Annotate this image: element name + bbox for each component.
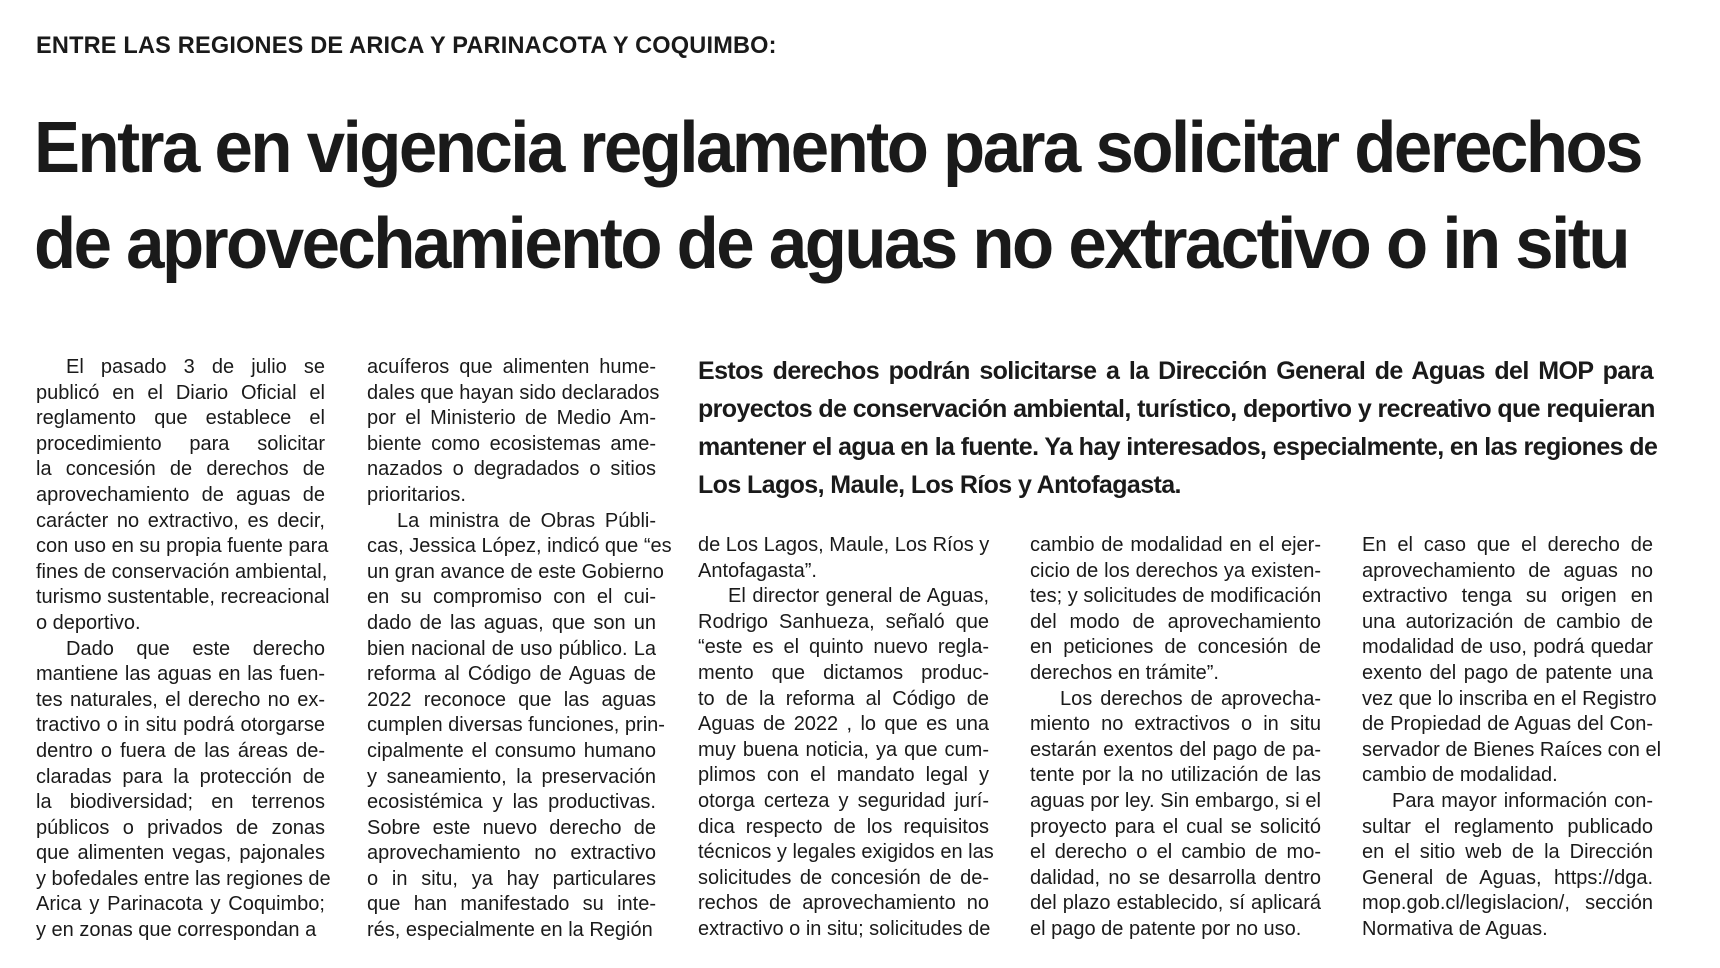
body-text-line: claradas para la protección de bbox=[36, 765, 325, 788]
kicker: ENTRE LAS REGIONES DE ARICA Y PARINACOTA Y COQUIMBO: bbox=[36, 32, 777, 59]
body-text-line: 2022 reconoce que las aguas bbox=[367, 688, 656, 711]
deck-line: mantener el agua en la fuente. Ya hay interesados, especialmente, en las regiones de bbox=[698, 433, 1658, 461]
body-text-line: en peticiones de concesión de bbox=[1030, 636, 1321, 659]
body-text-line: un gran avance de este Gobierno bbox=[367, 560, 664, 583]
body-text-line: del modo de aprovechamiento bbox=[1030, 610, 1321, 633]
body-text-line: técnicos y legales exigidos en las bbox=[698, 841, 994, 864]
body-text-line: aprovechamiento de aguas de bbox=[36, 483, 325, 506]
body-text-line: Sobre este nuevo derecho de bbox=[367, 816, 656, 839]
body-text-line: El director general de Aguas, bbox=[728, 585, 989, 608]
body-text-line: el pago de patente por no uso. bbox=[1030, 917, 1302, 940]
body-text-line: “este es el quinto nuevo regla- bbox=[698, 636, 989, 659]
body-text-line: otorga certeza y seguridad jurí- bbox=[698, 789, 989, 812]
body-column-4 bbox=[1030, 533, 1321, 943]
body-text-line: turismo sustentable, recreacional bbox=[36, 586, 330, 609]
body-text-line: Rodrigo Sanhueza, señaló que bbox=[698, 610, 989, 633]
body-text-line: solicitudes de concesión de de- bbox=[698, 866, 989, 889]
body-text-line: el derecho o el cambio de mo- bbox=[1030, 841, 1321, 864]
body-text-line: con uso en su propia fuente para bbox=[36, 535, 329, 558]
body-column-3 bbox=[698, 533, 994, 943]
body-text-line: tente por la no utilización de las bbox=[1030, 764, 1321, 787]
body-text-line: Los derechos de aprovecha- bbox=[1060, 687, 1321, 710]
body-text-line: estarán exentos del pago de pa- bbox=[1030, 738, 1321, 761]
body-text-line: bien nacional de uso público. La bbox=[367, 637, 656, 660]
body-text-line: Antofagasta”. bbox=[698, 559, 817, 582]
body-text-line: aprovechamiento no extractivo bbox=[367, 842, 656, 865]
body-text-line: que han manifestado su inte- bbox=[367, 893, 656, 916]
body-text-line: acuíferos que alimenten hume- bbox=[367, 356, 656, 378]
body-text-line: biente como ecosistemas ame- bbox=[367, 432, 656, 455]
headline-line: Entra en vigencia reglamento para solicitar derechos bbox=[34, 108, 1642, 188]
body-text-line: o in situ, ya hay particulares bbox=[367, 867, 656, 890]
body-text-line: reglamento que establece el bbox=[36, 407, 325, 430]
body-text-line: de Los Lagos, Maule, Los Ríos y bbox=[698, 534, 990, 556]
body-text-line: una autorización de cambio de bbox=[1362, 610, 1653, 633]
deck-line: proyectos de conservación ambiental, turístico, deportivo y recreativo que requieran bbox=[698, 395, 1655, 423]
body-text-line: por el Ministerio de Medio Am- bbox=[367, 407, 656, 430]
body-text-line: la biodiversidad; en terrenos bbox=[36, 791, 325, 814]
body-text-line: nazados o degradados o sitios bbox=[367, 458, 656, 481]
body-text-line: mop.gob.cl/legislacion/, sección bbox=[1362, 892, 1653, 915]
body-text-line: dentro o fuera de las áreas de- bbox=[36, 739, 325, 762]
body-text-line: rechos de aprovechamiento no bbox=[698, 892, 989, 915]
body-text-line: Normativa de Aguas. bbox=[1362, 917, 1548, 940]
body-text-line: extractivo tenga su origen en bbox=[1362, 585, 1653, 608]
body-text-line: aprovechamiento de aguas no bbox=[1362, 559, 1653, 582]
body-text-line: modalidad de uso, podrá quedar bbox=[1362, 636, 1653, 659]
body-text-line: En el caso que el derecho de bbox=[1362, 534, 1653, 556]
body-text-line: fines de conservación ambiental, bbox=[36, 560, 328, 583]
headline-line: de aprovechamiento de aguas no extractivo o in situ bbox=[34, 204, 1628, 284]
body-text-line: sultar el reglamento publicado bbox=[1362, 815, 1653, 838]
body-text-line: ecosistémica y las productivas. bbox=[367, 791, 656, 814]
body-text-line: mantiene las aguas en las fuen- bbox=[36, 663, 325, 686]
body-text-line: tractivo o in situ podrá otorgarse bbox=[36, 714, 325, 737]
body-text-line: aguas por ley. Sin embargo, si el bbox=[1030, 789, 1321, 812]
body-text-line: Arica y Parinacota y Coquimbo; bbox=[36, 893, 325, 916]
body-text-line: derechos en trámite”. bbox=[1030, 661, 1219, 684]
body-text-line: del plazo establecido, sí aplicará bbox=[1030, 892, 1321, 915]
body-text-line: publicó en el Diario Oficial el bbox=[36, 381, 325, 404]
body-text-line: carácter no extractivo, es decir, bbox=[36, 509, 325, 532]
body-text-line: to de la reforma al Código de bbox=[698, 687, 989, 710]
body-text-line: proyecto para el cual se solicitó bbox=[1030, 815, 1321, 838]
body-text-line: en el sitio web de la Dirección bbox=[1362, 841, 1653, 864]
body-text-line: Dado que este derecho bbox=[66, 637, 325, 660]
body-text-line: miento no extractivos o in situ bbox=[1030, 713, 1321, 736]
body-text-line: o deportivo. bbox=[36, 611, 141, 634]
body-text-line: servador de Bienes Raíces con el bbox=[1362, 738, 1662, 761]
body-text-line: la concesión de derechos de bbox=[36, 458, 325, 481]
body-text-line: cicio de los derechos ya existen- bbox=[1030, 559, 1321, 582]
body-text-line: General de Aguas, https://dga. bbox=[1362, 866, 1653, 889]
body-text-line: tes naturales, el derecho no ex- bbox=[36, 688, 325, 711]
body-text-line: públicos o privados de zonas bbox=[36, 816, 325, 839]
body-text-line: dales que hayan sido declarados bbox=[367, 381, 660, 404]
body-text-line: y saneamiento, la preservación bbox=[367, 765, 656, 788]
body-column-2 bbox=[367, 355, 672, 944]
body-text-line: mento que dictamos produc- bbox=[698, 661, 989, 684]
body-text-line: vez que lo inscriba en el Registro bbox=[1362, 687, 1657, 710]
body-text-line: dalidad, no se desarrolla dentro bbox=[1030, 866, 1321, 889]
body-text-line: dado de las aguas, que son un bbox=[367, 611, 656, 634]
body-text-line: Para mayor información con- bbox=[1392, 789, 1653, 812]
body-text-line: en su compromiso con el cui- bbox=[367, 586, 656, 609]
body-text-line: reforma al Código de Aguas de bbox=[367, 663, 656, 686]
deck bbox=[698, 352, 1658, 504]
body-text-line: rés, especialmente en la Región bbox=[367, 919, 653, 942]
deck-line: Los Lagos, Maule, Los Ríos y Antofagasta. bbox=[698, 471, 1181, 499]
body-column-5 bbox=[1362, 533, 1662, 943]
headline bbox=[34, 100, 1714, 292]
body-text-line: de Propiedad de Aguas del Con- bbox=[1362, 713, 1653, 736]
body-text-line: La ministra de Obras Públi- bbox=[397, 509, 656, 532]
body-text-line: y en zonas que correspondan a bbox=[36, 919, 317, 942]
body-text-line: muy buena noticia, ya que cum- bbox=[698, 738, 989, 761]
body-text-line: procedimiento para solicitar bbox=[36, 432, 325, 455]
body-text-line: Aguas de 2022 , lo que es una bbox=[698, 713, 989, 736]
body-text-line: plimos con el mandato legal y bbox=[698, 764, 989, 787]
body-text-line: cambio de modalidad. bbox=[1362, 764, 1558, 787]
body-text-line: tes; y solicitudes de modificación bbox=[1030, 585, 1322, 608]
body-text-line: que alimenten vegas, pajonales bbox=[36, 842, 325, 865]
body-text-line: cumplen diversas funciones, prin- bbox=[367, 714, 665, 737]
deck-line: Estos derechos podrán solicitarse a la Dirección General de Aguas del MOP para bbox=[698, 357, 1653, 385]
body-text-line: exento del pago de patente una bbox=[1362, 661, 1653, 684]
body-column-1 bbox=[36, 355, 331, 944]
body-text-line: dica respecto de los requisitos bbox=[698, 815, 989, 838]
body-text-line: cipalmente el consumo humano bbox=[367, 739, 656, 762]
body-text-line: El pasado 3 de julio se bbox=[66, 356, 325, 378]
body-text-line: extractivo o in situ; solicitudes de bbox=[698, 917, 991, 940]
body-text-line: prioritarios. bbox=[367, 483, 466, 506]
body-text-line: cambio de modalidad en el ejer- bbox=[1030, 534, 1321, 556]
body-text-line: y bofedales entre las regiones de bbox=[36, 867, 331, 890]
body-text-line: cas, Jessica López, indicó que “es bbox=[367, 535, 672, 558]
